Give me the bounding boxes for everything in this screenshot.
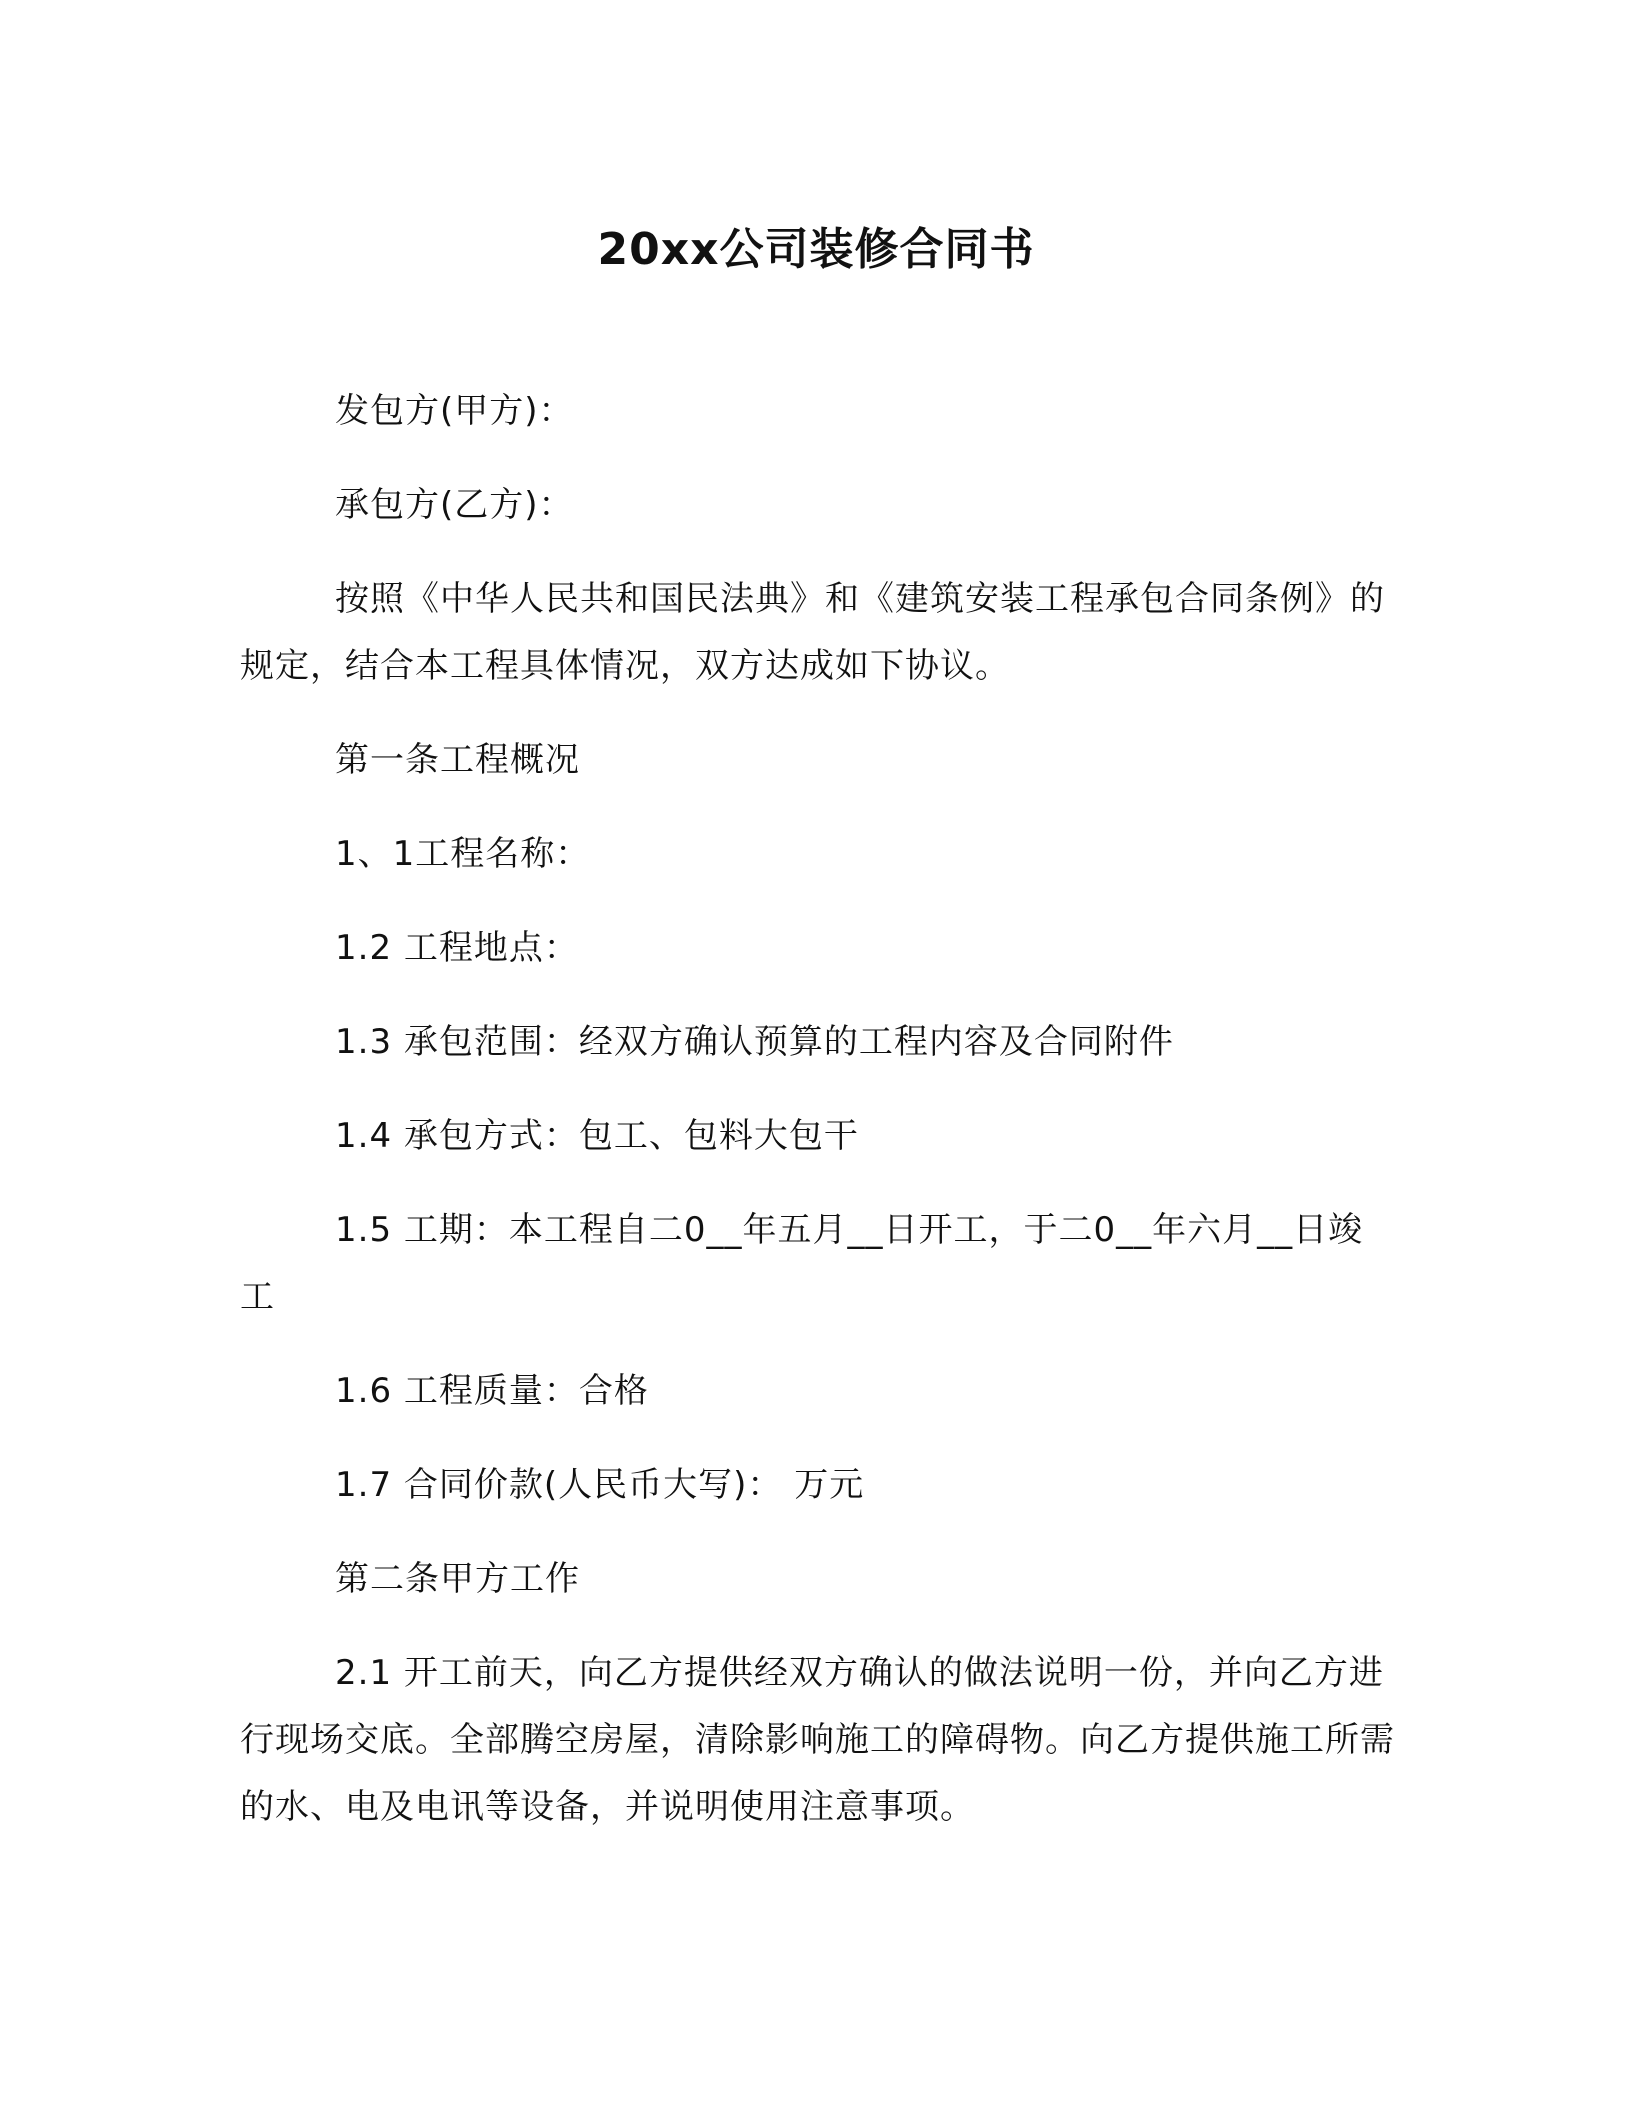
paragraph-preamble: 按照《中华人民共和国民法典》和《建筑安装工程承包合同条例》的规定，结合本工程具体情况，双方达成如下协议。 bbox=[240, 579, 1385, 686]
clause-2-1: 2.1 开工前天，向乙方提供经双方确认的做法说明一份，并向乙方进行现场交底。全部腾空房屋，清除影响施工的障碍物。向乙方提供施工所需的水、电及电讯等设备，并说明使用注意事项。 bbox=[240, 1653, 1395, 1827]
clause-1-4: 1.4 承包方式：包工、包料大包干 bbox=[335, 1116, 859, 1156]
clause-1-2: 1.2 工程地点： bbox=[335, 928, 579, 968]
document-title: 20xx公司装修合同书 bbox=[597, 224, 1035, 275]
clause-1-1: 1、1工程名称： bbox=[335, 834, 591, 874]
section-heading-2: 第二条甲方工作 bbox=[335, 1559, 580, 1599]
paragraph-party-b: 承包方(乙方)： bbox=[335, 485, 574, 525]
clause-1-3: 1.3 承包范围：经双方确认预算的工程内容及合同附件 bbox=[335, 1022, 1174, 1062]
document-body bbox=[240, 378, 1395, 1868]
clause-1-7: 1.7 合同价款(人民币大写)： 万元 bbox=[335, 1465, 865, 1505]
clause-1-5: 1.5 工期：本工程自二0__年五月__日开工，于二0__年六月__日竣工 bbox=[240, 1210, 1364, 1317]
section-heading-1: 第一条工程概况 bbox=[335, 740, 580, 780]
clause-1-6: 1.6 工程质量：合格 bbox=[335, 1371, 649, 1411]
paragraph-party-a: 发包方(甲方)： bbox=[335, 391, 574, 431]
